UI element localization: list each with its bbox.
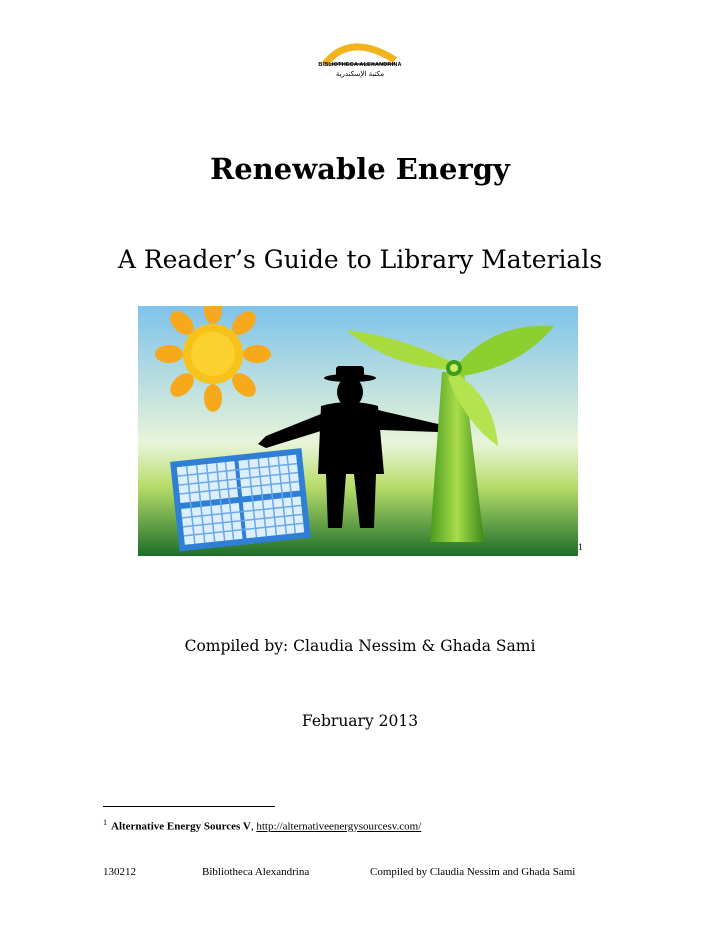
footnote-divider — [103, 806, 275, 807]
publication-date: February 2013 — [301, 712, 419, 730]
solar-panel-icon — [170, 448, 311, 551]
logo-name-ar: مكتبة الإسكندرية — [335, 70, 385, 78]
footnote — [103, 818, 421, 833]
document-subtitle: A Reader’s Guide to Library Materials — [117, 245, 603, 274]
footnote-link[interactable]: http://alternativeenergysourcesv.com/ — [256, 820, 422, 833]
logo-name-en: BIBLIOTHECA ALEXANDRINA — [318, 62, 402, 68]
footnote-number: 1 — [103, 818, 107, 827]
footer-organization: Bibliotheca Alexandrina — [202, 866, 310, 878]
footer-code: 130212 — [103, 866, 136, 878]
renewable-energy-illustration — [138, 306, 578, 556]
footnote-source: Alternative Energy Sources V — [111, 820, 251, 833]
compiled-by: Compiled by: Claudia Nessim & Ghada Sami — [184, 637, 536, 655]
footnote-separator: , — [250, 820, 257, 833]
document-title: Renewable Energy — [210, 152, 510, 186]
image-footnote-mark: 1 — [578, 543, 584, 552]
footer-credit: Compiled by Claudia Nessim and Ghada Sami — [370, 866, 576, 878]
